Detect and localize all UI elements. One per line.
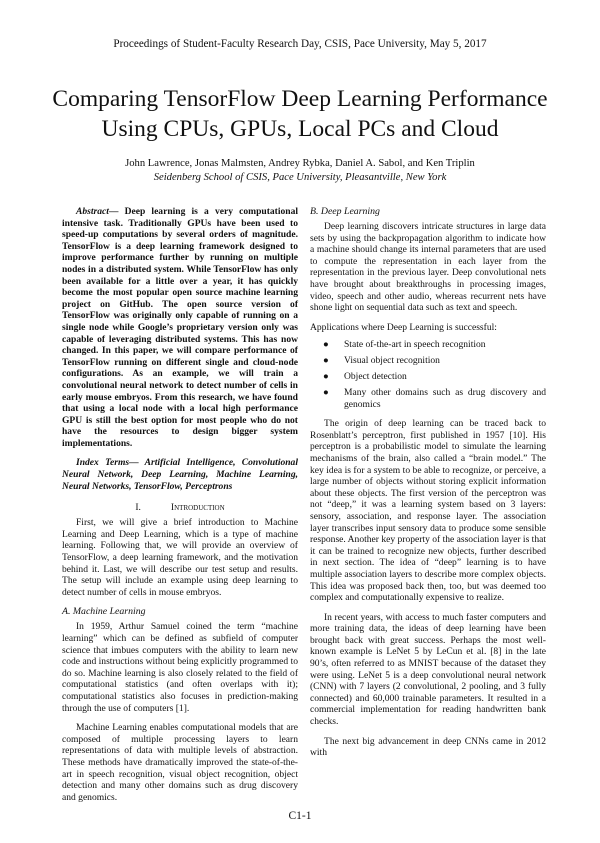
title-line-1: Comparing TensorFlow Deep Learning Performance <box>52 86 548 112</box>
proceedings-header: Proceedings of Student-Faculty Research Day, CSIS, Pace University, May 5, 2017 <box>113 38 487 50</box>
machine-learning-paragraph-1: In 1959, Arthur Samuel coined the term “machine learning” which can be defined as subfield of computer science that imbues computers with the ability to learn new code and instructions without being explicitly programmed to do so. Machine learning is also closely related to the field of computational statistics (and often overlaps with it); computational statistics also focuses in prediction-making through the use of computers [1]. <box>62 621 298 714</box>
index-terms: Index Terms— Artificial Intelligence, Convolutional Neural Network, Deep Learning, Machine Learning, Neural Networks, TensorFlow, Perceptrons <box>62 457 298 492</box>
bullet-icon: ● <box>323 371 329 383</box>
perceptron-paragraph: The origin of deep learning can be traced back to Rosenblatt’s perceptron, first published in 1957 [10]. His perceptron is a probabilistic model to simulate the learning mechanisms of the brain, also called a “brain model.” The key idea is for a system to be able to recognize, or perceive, a large number of objects without storing explicit information about these objects. The first version of the perceptron was not “deep,” it was a learning system based on 3 layers: sensory, association, and response layer. The association layer transcribes input sensory data to produce some sensible response. Another key property of the association layer is that it can be trained to recognize new objects, further described in next section. The idea of “deep” learning is to have multiple association layers to describe more complex objects. This idea was proposed back then, too, but was deemed too complex and computationally expensive to realize. <box>310 418 546 604</box>
right-column <box>310 206 546 759</box>
bullet-icon: ● <box>323 355 329 367</box>
page-number: C1-1 <box>288 810 312 823</box>
title-line-2: Using CPUs, GPUs, Local PCs and Cloud <box>101 116 499 142</box>
applications-list <box>310 339 546 410</box>
bullet-icon: ● <box>323 339 329 351</box>
section-title: Introduction <box>170 502 225 514</box>
intro-paragraph: First, we will give a brief introduction to Machine Learning and Deep Learning, which is a type of machine learning. Following that, we will provide an overview of TensorFlow, a deep learning framework, and the motivation behind it. Last, we will describe our test setup and results. The setup will include an example using deep learning to detect number of cells in mouse embryos. <box>62 517 298 598</box>
two-column-body <box>62 206 600 803</box>
applications-intro: Applications where Deep Learning is successful: <box>310 321 497 333</box>
lenet-paragraph: In recent years, with access to much faster computers and more training data, the ideas of deep learning have been brought back with great success. Perhaps the most well-known example is LeNet 5 by LeCun et al. [8] in the late 90’s, often referred to as MNIST because of the dataset they were using. LeNet 5 is a deep convolutional neural network (CNN) with 7 layers (2 convolutional, 2 pooling, and 3 fully connected) and 60,000 trainable parameters. It resulted in a commercial implementation for reading handwritten bank checks. <box>310 611 546 728</box>
bullet-icon: ● <box>323 387 329 399</box>
section-number: I. <box>135 502 141 514</box>
authors: John Lawrence, Jonas Malmsten, Andrey Rybka, Daniel A. Sabol, and Ken Triplin <box>125 158 475 169</box>
list-item: ● State of-the-art in speech recognition <box>323 339 486 351</box>
deep-learning-paragraph-1: Deep learning discovers intricate structures in large data sets by using the backpropagation algorithm to indicate how a machine should change its internal parameters that are used to compute the representation in each layer from the representation in the previous layer. Deep convolutional nets have brought about breakthroughs in processing images, video, speech and other audio, whereas recurrent nets have shone light on sequential data such as text and speech. <box>310 221 546 314</box>
section-heading-introduction <box>62 502 298 514</box>
subsection-heading-machine-learning: A. Machine Learning <box>62 606 146 618</box>
paper-title <box>0 84 600 144</box>
list-item: ● Many other domains such as drug discovery and genomics <box>323 387 546 410</box>
left-column <box>62 206 298 803</box>
abstract-text: Deep learning is a very computational intensive task. Traditionally GPUs have been used to speed-up computations by several orders of magnitude. TensorFlow is a deep learning framework designed to improve performance further by running on multiple nodes in a distributed system. While TensorFlow has only been available for a little over a year, it has quickly become the most popular open source machine learning project on GitHub. The open source version of TensorFlow was originally only capable of running on a single node while Google’s proprietary version only was capable of leveraging distributed systems. This has now changed. In this paper, we will compare performance of TensorFlow running on different single and cloud-node configurations. As an example, we will train a convolutional neural network to detect number of cells in early mouse embryos. From this research, we have found that using a local node with a local high performance GPU is still the best option for most people who do not have the resources to design bigger system implementations. <box>62 206 298 449</box>
index-terms-text: Artificial Intelligence, Convolutional Neural Network, Deep Learning, Machine Learning, Neural Networks, TensorFlow, Perceptrons <box>62 457 298 492</box>
subsection-heading-deep-learning: B. Deep Learning <box>310 206 380 217</box>
abstract: Abstract— Deep learning is a very computational intensive task. Traditionally GPUs have been used to speed-up computations by several orders of magnitude. TensorFlow is a deep learning framework designed to improve performance further by running on multiple nodes in a distributed system. While TensorFlow has only been available for a little over a year, it has quickly become the most popular open source machine learning project on GitHub. The open source version of TensorFlow was originally only capable of running on a single node while Google’s proprietary version only was capable of leveraging distributed systems. This has now changed. In this paper, we will compare performance of TensorFlow running on different single and cloud-node configurations. As an example, we will train a convolutional neural network to detect number of cells in early mouse embryos. From this research, we have found that using a local node with a local high performance GPU is still the best option for most people who do not have the resources to design bigger system implementations. <box>62 206 298 449</box>
list-item: ● Visual object recognition <box>323 355 440 367</box>
affiliation: Seidenberg School of CSIS, Pace University, Pleasantville, New York <box>153 172 447 183</box>
list-item: ● Object detection <box>323 371 407 383</box>
machine-learning-paragraph-2: Machine Learning enables computational models that are composed of multiple processing layers to learn representations of data with multiple levels of abstraction. These methods have dramatically improved the state-of-the-art in speech recognition, visual object recognition, object detection and many other domains such as drug discovery and genomics. <box>62 722 298 803</box>
index-terms-label: Index Terms <box>76 457 130 469</box>
cnn-advancement-paragraph: The next big advancement in deep CNNs came in 2012 with <box>310 735 546 759</box>
abstract-label: Abstract <box>76 206 109 217</box>
